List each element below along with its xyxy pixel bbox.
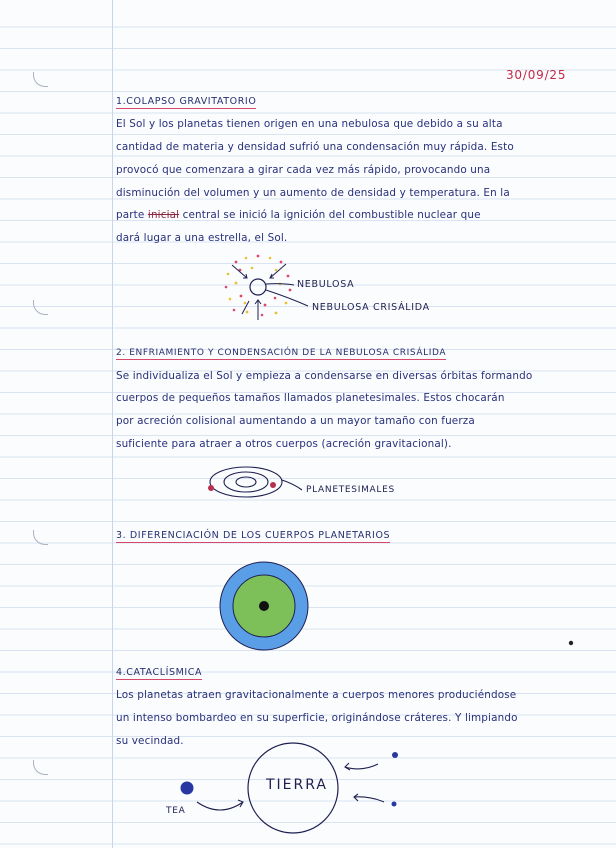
planet-layers-diagram xyxy=(220,562,308,650)
section-2-line: suficiente para atraer a otros cuerpos (acreción gravitacional). xyxy=(116,438,452,450)
nebula-diagram xyxy=(225,255,308,320)
section-1-line: El Sol y los planetas tienen origen en una nebulosa que debido a su alta xyxy=(116,118,503,130)
nebula-center xyxy=(250,279,266,295)
pointer-line xyxy=(282,480,302,490)
planetesimal xyxy=(270,482,276,488)
planetesimal xyxy=(208,485,214,491)
section-1-line: dará lugar a una estrella, el Sol. xyxy=(116,232,288,244)
date: 30/09/25 xyxy=(506,68,567,82)
label-planetesimales: PLANETESIMALES xyxy=(306,485,395,495)
earth-diagram xyxy=(181,743,399,833)
section-2-title: 2. ENFRIAMIENTO Y CONDENSACIÓN DE LA NEBULOSA CRISÁLIDA xyxy=(116,348,447,358)
nebula-arrows xyxy=(232,264,286,320)
line-part: parte xyxy=(116,209,145,221)
label-nebulosa: NEBULOSA xyxy=(297,279,355,290)
label-nebulosa-crisalida: NEBULOSA CRISÁLIDA xyxy=(312,302,430,313)
orbit xyxy=(224,472,268,492)
label-tea: TEA xyxy=(166,806,186,816)
ink-dot xyxy=(569,641,573,645)
section-1-title: 1.COLAPSO GRAVITATORIO xyxy=(116,96,257,107)
section-1-line: cantidad de materia y densidad sufrió una condensación muy rápida. Esto xyxy=(116,141,514,153)
section-1-line: provocó que comenzara a girar cada vez más rápido, provocando una xyxy=(116,164,491,176)
section-3-title: 3. DIFERENCIACIÓN DE LOS CUERPOS PLANETARIOS xyxy=(116,530,391,541)
section-2-line: cuerpos de pequeños tamaños llamados planetesimales. Estos chocarán xyxy=(116,392,505,404)
section-4-line: Los planetas atraen gravitacionalmente a cuerpos menores produciéndose xyxy=(116,689,517,701)
section-4-line: un intenso bombardeo en su superficie, originándose cráteres. Y limpiando xyxy=(116,712,518,724)
tea-body xyxy=(181,782,194,795)
section-4-line: su vecindad. xyxy=(116,735,184,747)
struck-word: inicial xyxy=(147,209,180,221)
small-body xyxy=(392,752,398,758)
earth-circle xyxy=(248,743,338,833)
impact-arrows xyxy=(197,763,384,810)
section-2-line: por acreción colisional aumentando a un mayor tamaño con fuerza xyxy=(116,415,475,427)
section-1-line: disminución del volumen y un aumento de densidad y temperatura. En la xyxy=(116,187,510,199)
small-body xyxy=(392,802,397,807)
orbit xyxy=(236,477,256,487)
planetesimals-diagram xyxy=(210,467,302,497)
line-part: central se inició la ignición del combustible nuclear que xyxy=(182,209,481,221)
section-4-title: 4.CATACLÍSMICA xyxy=(116,667,203,678)
label-tierra: TIERRA xyxy=(266,777,328,793)
section-2-line: Se individualiza el Sol y empieza a condensarse en diversas órbitas formando xyxy=(116,370,533,382)
core xyxy=(259,601,269,611)
